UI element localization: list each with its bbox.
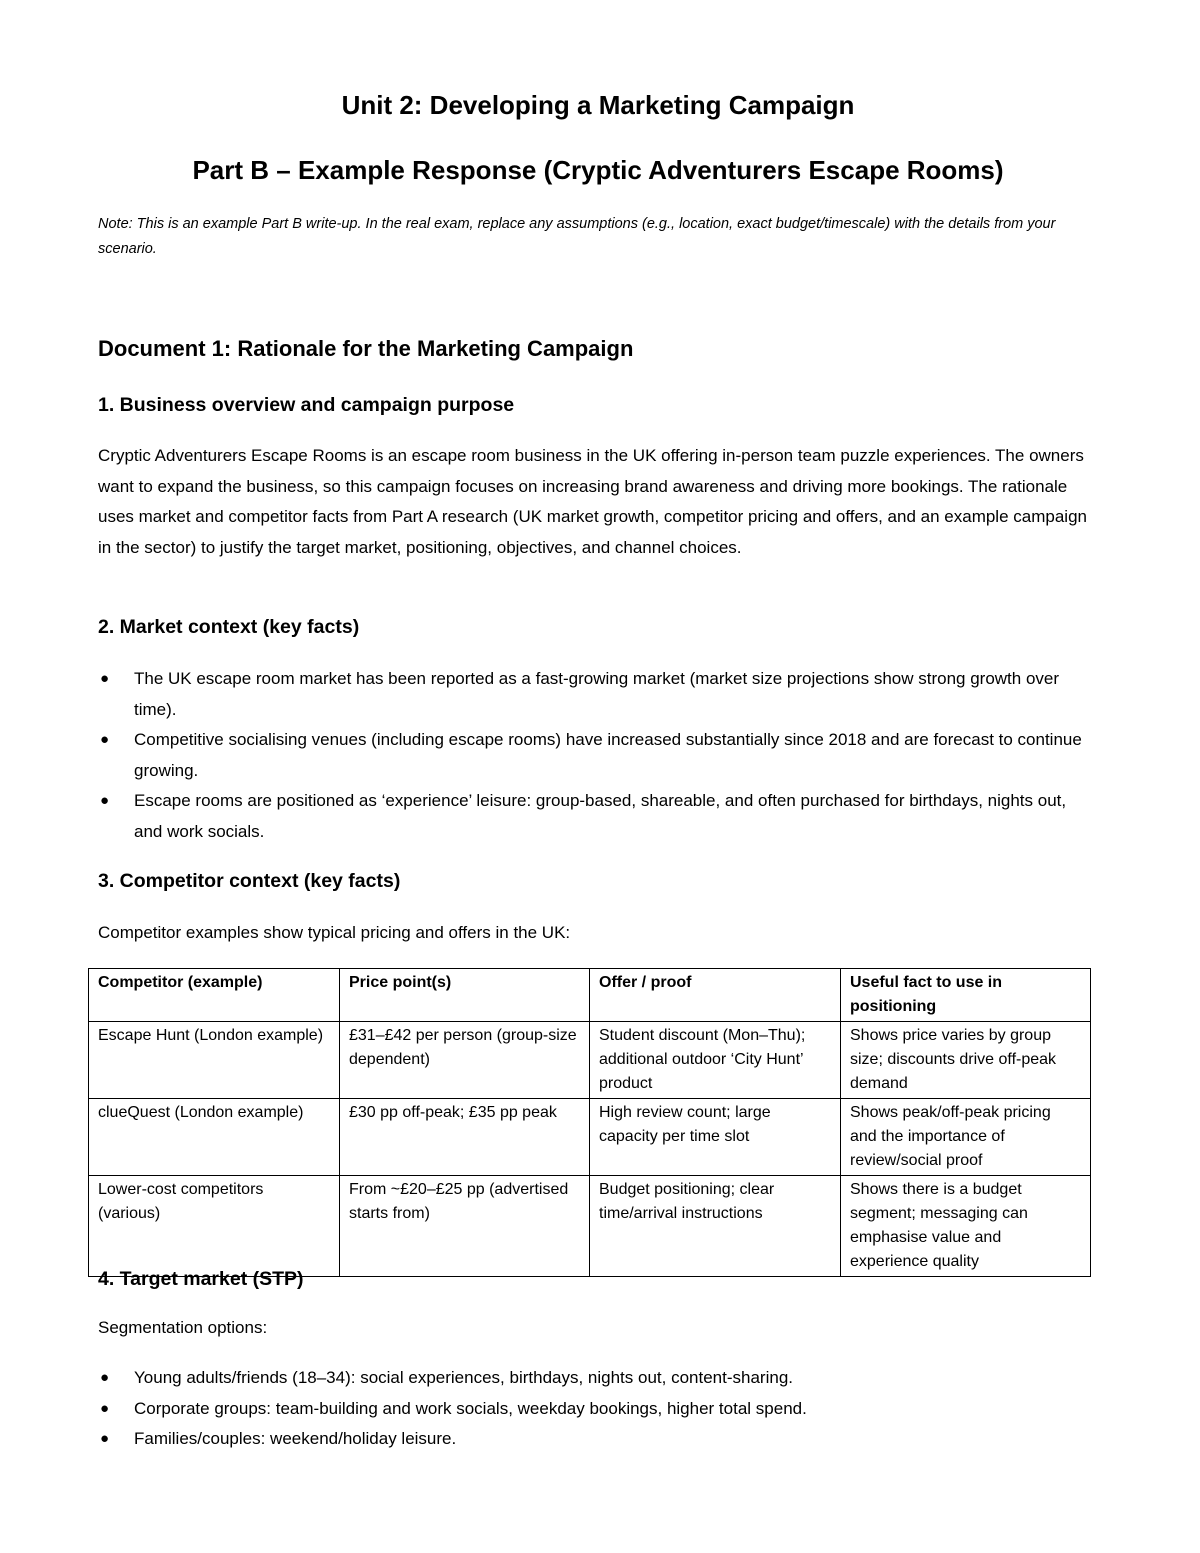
bullet-icon: ● (100, 670, 110, 687)
market-context-list (98, 664, 1098, 847)
table-row (89, 1099, 1091, 1176)
list-item: ● The UK escape room market has been reported as a fast-growing market (market size projections show strong growth over time). (98, 664, 1098, 725)
document-heading: Document 1: Rationale for the Marketing Campaign (98, 336, 634, 361)
list-item: ● Escape rooms are positioned as ‘experience’ leisure: group-based, shareable, and often purchased for birthdays, nights out, and work socials. (98, 786, 1098, 847)
column-header: Useful fact to use in positioning (841, 969, 1091, 1022)
bullet-icon: ● (100, 731, 110, 748)
bullet-icon: ● (100, 1399, 110, 1417)
table-row (89, 1176, 1091, 1277)
table-cell: £30 pp off-peak; £35 pp peak (340, 1099, 590, 1176)
bullet-icon: ● (100, 792, 110, 809)
bullet-icon: ● (100, 1369, 110, 1386)
section-2-heading: 2. Market context (key facts) (98, 616, 360, 638)
bullet-icon: ● (100, 1430, 110, 1447)
section-4-intro: Segmentation options: (98, 1318, 268, 1337)
column-header: Offer / proof (590, 969, 841, 1022)
table-cell: Budget positioning; clear time/arrival instructions (590, 1176, 841, 1277)
page-title: Unit 2: Developing a Marketing Campaign (341, 90, 855, 120)
table-row (89, 1022, 1091, 1099)
segmentation-list (98, 1363, 1098, 1455)
section-1-body: Cryptic Adventurers Escape Rooms is an escape room business in the UK offering in-person team puzzle experiences. The owners want to expand the business, so this campaign focuses on increasing brand awareness and driving more bookings. The rationale uses market and competitor facts from Part A research (UK market growth, competitor pricing and offers, and an example campaign in the sector) to justify the target market, positioning, objectives, and channel choices. (98, 446, 1087, 557)
table-cell: Lower-cost competitors (various) (89, 1176, 340, 1277)
section-3-intro: Competitor examples show typical pricing and offers in the UK: (98, 923, 571, 942)
list-item: ● Competitive socialising venues (including escape rooms) have increased substantially since 2018 and are forecast to continue growing. (98, 725, 1098, 786)
table-cell: Shows peak/off-peak pricing and the importance of review/social proof (841, 1099, 1091, 1176)
table-cell: Student discount (Mon–Thu); additional outdoor ‘City Hunt’ product (590, 1022, 841, 1099)
list-item: ● Families/couples: weekend/holiday leisure. (98, 1424, 1098, 1455)
section-1-heading: 1. Business overview and campaign purpose (98, 394, 515, 416)
table-cell: From ~£20–£25 pp (advertised starts from) (340, 1176, 590, 1277)
competitor-table (88, 968, 1091, 1277)
column-header: Price point(s) (340, 969, 590, 1022)
table-cell: Shows price varies by group size; discounts drive off-peak demand (841, 1022, 1091, 1099)
column-header: Competitor (example) (89, 969, 340, 1022)
table-cell: High review count; large capacity per time slot (590, 1099, 841, 1176)
list-item: ● Corporate groups: team-building and work socials, weekday bookings, higher total spend. (98, 1394, 1098, 1425)
table-cell: Shows there is a budget segment; messaging can emphasise value and experience quality (841, 1176, 1091, 1277)
page-subtitle: Part B – Example Response (Cryptic Adventurers Escape Rooms) (192, 155, 1004, 185)
exam-note: Note: This is an example Part B write-up. In the real exam, replace any assumptions (e.g., location, exact budget/timescale) with the details from your scenario. (98, 216, 1056, 257)
table-cell: clueQuest (London example) (89, 1099, 340, 1176)
table-cell: £31–£42 per person (group-size dependent) (340, 1022, 590, 1099)
table-header-row (89, 969, 1091, 1022)
list-item: ● Young adults/friends (18–34): social experiences, birthdays, nights out, content-sharing. (98, 1363, 1098, 1394)
section-4-heading: 4. Target market (STP) (98, 1268, 304, 1290)
table-cell: Escape Hunt (London example) (89, 1022, 340, 1099)
section-3-heading: 3. Competitor context (key facts) (98, 870, 401, 892)
